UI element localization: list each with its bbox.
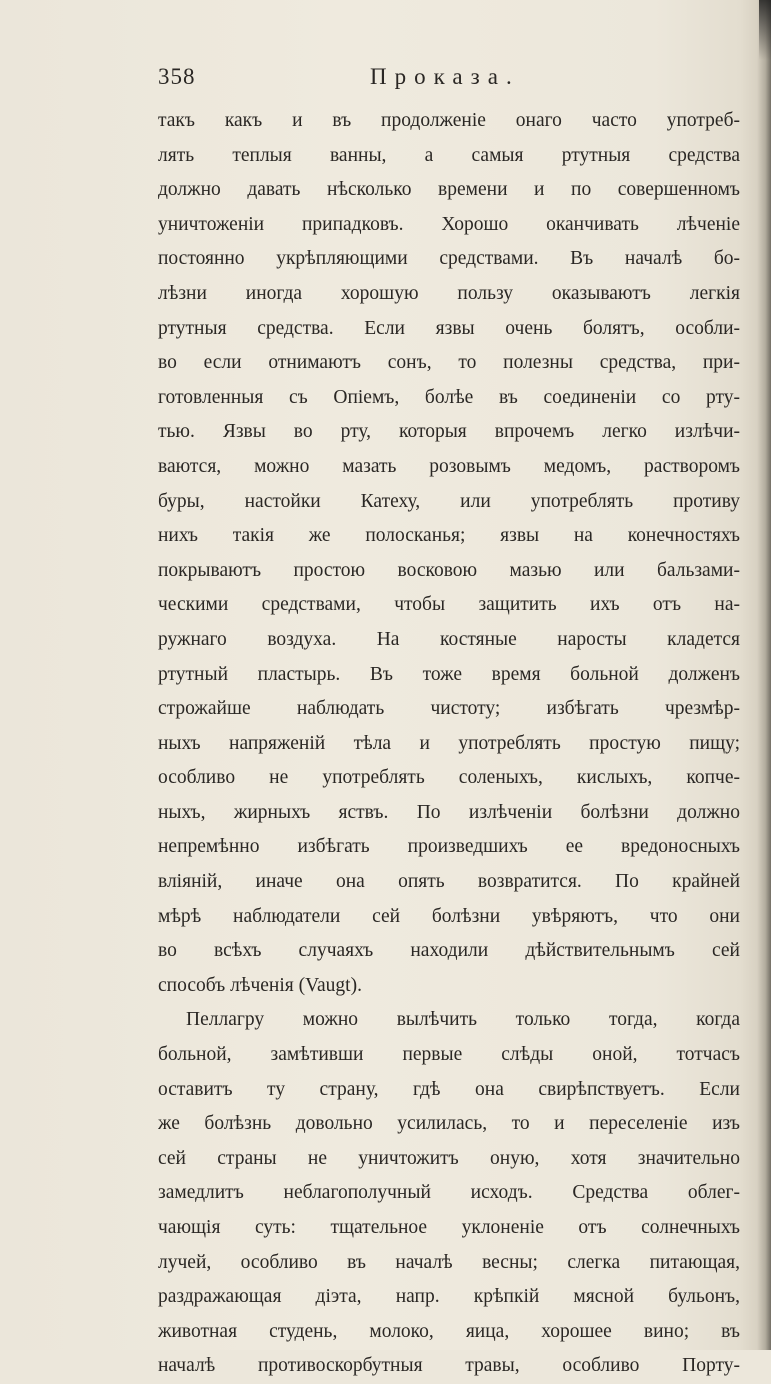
text-line: мѣрѣ наблюдатели сей болѣзни увѣряютъ, что они bbox=[158, 905, 740, 927]
text-line: ваются, можно мазать розовымъ медомъ, растворомъ bbox=[158, 455, 740, 477]
text-line: сей страны не уничтожитъ оную, хотя значительно bbox=[158, 1147, 740, 1169]
text-line: покрываютъ простою восковою мазью или бальзами- bbox=[158, 559, 740, 581]
running-title: Проказа. bbox=[370, 64, 520, 89]
text-line: замедлитъ неблагополучный исходъ. Средства облег- bbox=[158, 1182, 740, 1204]
page-number: 358 bbox=[158, 64, 196, 89]
text-line: ныхъ напряженій тѣла и употреблять простую пищу; bbox=[158, 732, 740, 754]
text-line: нихъ такія же полосканья; язвы на конечностяхъ bbox=[158, 525, 740, 547]
text-line: непремѣнно избѣгать произведшихъ ее вредоносныхъ bbox=[158, 836, 740, 858]
text-line: Пеллагру можно вылѣчить только тогда, когда bbox=[186, 1009, 740, 1031]
text-line: буры, настойки Катеху, или употреблять противу bbox=[158, 490, 740, 512]
text-line: вліяній, иначе она опять возвратится. По крайней bbox=[158, 871, 740, 893]
page-header bbox=[158, 64, 728, 100]
text-line: больной, замѣтивши первые слѣды оной, тотчасъ bbox=[158, 1044, 740, 1066]
text-line: чающія суть: тщательное уклоненіе отъ солнечныхъ bbox=[158, 1217, 740, 1238]
text-line: животная студень, молоко, яица, хорошее вино; въ bbox=[158, 1320, 740, 1342]
text-line: же болѣзнь довольно усилилась, то и переселеніе изъ bbox=[158, 1113, 740, 1135]
text-line: уничтоженіи припадковъ. Хорошо оканчивать лѣченіе bbox=[158, 213, 740, 235]
text-line: ртутныя средства. Если язвы очень болятъ, особли- bbox=[158, 317, 740, 339]
text-line: ружнаго воздуха. На костяные наросты кладется bbox=[158, 628, 740, 650]
text-line: строжайше наблюдать чистоту; избѣгать чрезмѣр- bbox=[158, 698, 740, 720]
page-corner-shadow bbox=[759, 0, 771, 60]
text-line: оставитъ ту страну, гдѣ она свирѣпствуетъ. Если bbox=[158, 1078, 740, 1100]
text-line: должно давать нѣсколько времени и по совершенномъ bbox=[158, 179, 740, 201]
text-line: особливо не употреблять соленыхъ, кислыхъ, копче- bbox=[158, 767, 740, 789]
text-line: началѣ противоскорбутныя травы, особливо Порту- bbox=[158, 1355, 740, 1377]
text-line: во всѣхъ случаяхъ находили дѣйствительнымъ сей bbox=[158, 940, 740, 962]
text-line: лѣзни иногда хорошую пользу оказываютъ легкія bbox=[158, 282, 740, 304]
text-line: лять теплыя ванны, а самыя ртутныя средства bbox=[158, 144, 740, 166]
text-line: готовленныя съ Опіемъ, болѣе въ соединеніи со рту- bbox=[158, 386, 740, 408]
text-line: тью. Язвы во рту, которыя впрочемъ легко излѣчи- bbox=[158, 421, 740, 443]
text-line: ныхъ, жирныхъ яствъ. По излѣченіи болѣзни должно bbox=[158, 801, 740, 823]
text-line: раздражающая діэта, напр. крѣпкій мясной бульонъ, bbox=[158, 1286, 740, 1308]
page-edge-shadow bbox=[757, 0, 771, 1350]
text-line: во если отнимаютъ сонъ, то полезны средства, при- bbox=[158, 352, 740, 374]
text-line: ческими средствами, чтобы защитить ихъ отъ на- bbox=[158, 594, 740, 616]
text-line: ртутный пластырь. Въ тоже время больной долженъ bbox=[158, 663, 740, 685]
text-line: постоянно укрѣпляющими средствами. Въ началѣ бо- bbox=[158, 248, 740, 270]
text-line: лучей, особливо въ началѣ весны; слегка питающая, bbox=[158, 1251, 740, 1273]
text-line: способъ лѣченія (Vaugt). bbox=[158, 974, 362, 996]
body-text bbox=[158, 104, 740, 1384]
text-line: такъ какъ и въ продолженіе онаго часто употреб- bbox=[158, 110, 740, 131]
